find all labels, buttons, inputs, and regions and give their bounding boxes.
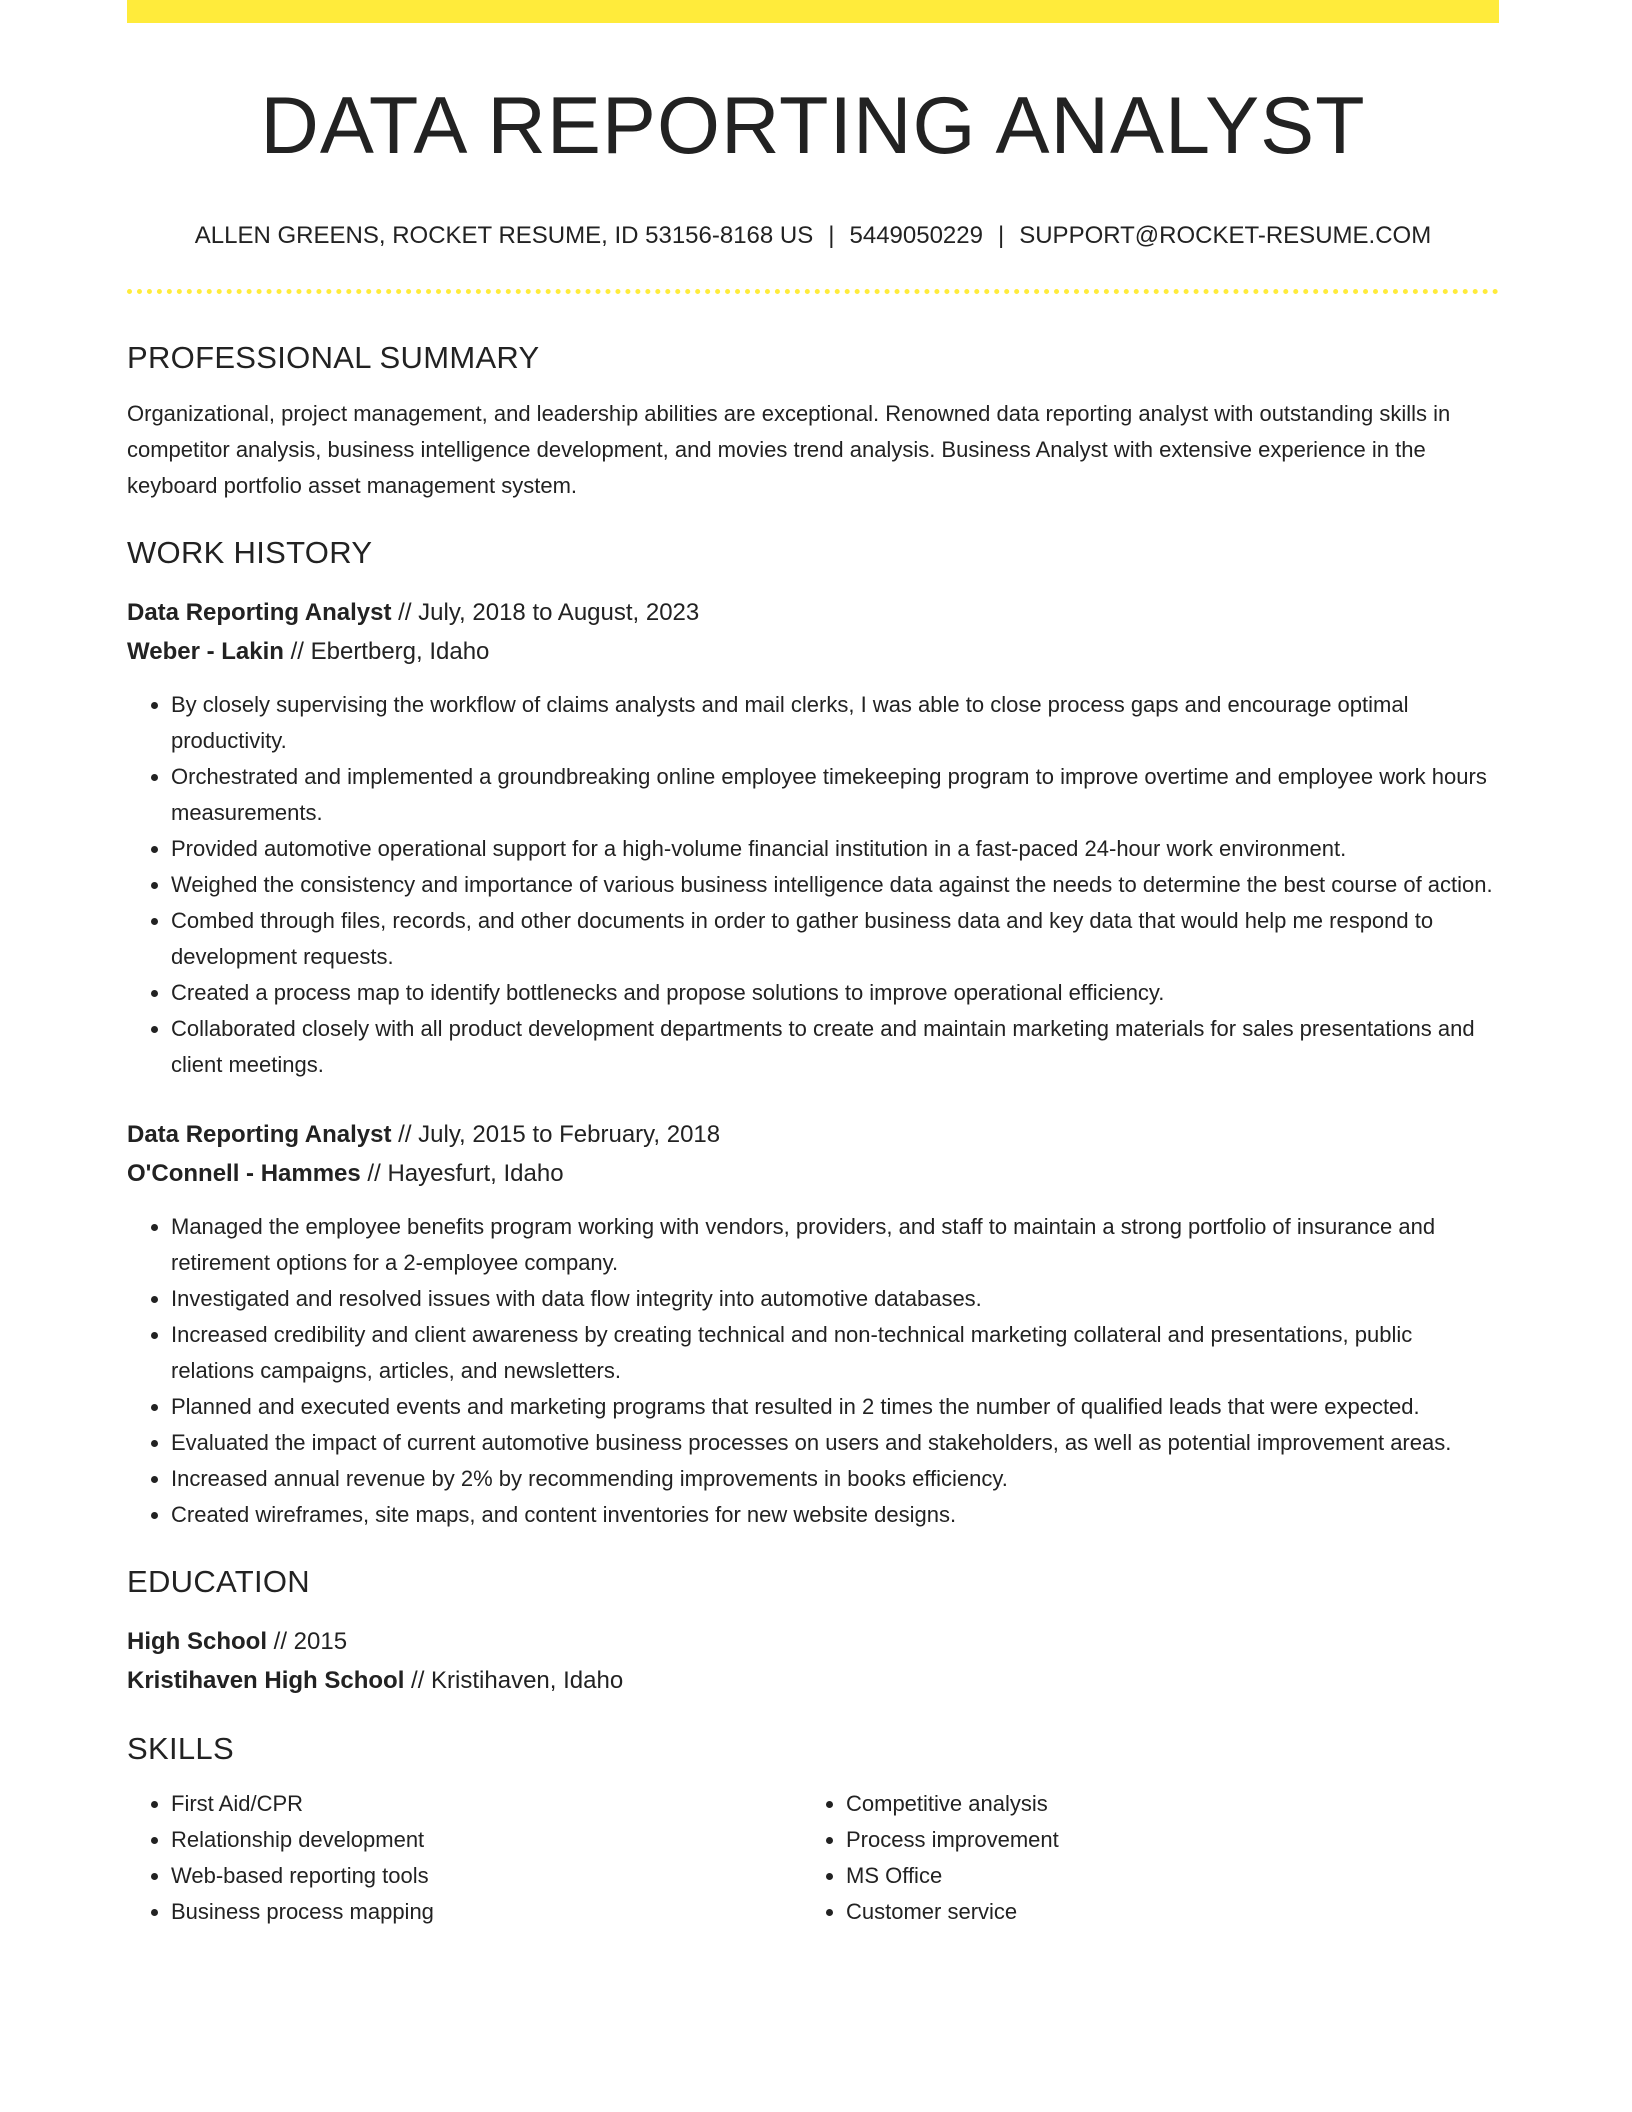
contact-email: SUPPORT@ROCKET-RESUME.COM [1019, 222, 1432, 250]
contact-separator: | [997, 222, 1005, 250]
education-school: Kristihaven High School [127, 1667, 405, 1695]
job-entry [127, 1115, 1499, 1533]
contact-line [127, 222, 1499, 251]
education-degree-line [127, 1622, 1499, 1661]
education-heading: EDUCATION [127, 1564, 310, 1600]
job-company: Weber - Lakin [127, 638, 284, 666]
education-location: // Kristihaven, Idaho [404, 1667, 624, 1695]
list-item: • Created wireframes, site maps, and content inventories for new website designs. [171, 1497, 1499, 1533]
job-company-line [127, 1154, 1499, 1193]
job-position: Data Reporting Analyst [127, 1121, 392, 1149]
job-location: // Ebertberg, Idaho [283, 638, 490, 666]
job-title-line [127, 1115, 1499, 1154]
resume-page [127, 0, 1499, 1930]
education-entry [127, 1622, 1499, 1700]
education-school-line [127, 1661, 1499, 1700]
skills-grid [127, 1786, 1499, 1930]
list-item: • Combed through files, records, and other documents in order to gather business data and key data that would help me respond to development requests. [171, 903, 1499, 975]
job-entry [127, 593, 1499, 1083]
job-position: Data Reporting Analyst [127, 599, 392, 627]
job-bullet-list [127, 687, 1499, 1083]
list-item: • Process improvement [846, 1822, 1499, 1858]
list-item: • Weighed the consistency and importance of various business intelligence data against the needs to determine the best course of action. [171, 867, 1499, 903]
list-item: • Competitive analysis [846, 1786, 1499, 1822]
contact-separator: | [828, 222, 835, 250]
job-dates: // July, 2015 to February, 2018 [391, 1121, 721, 1149]
job-title: DATA REPORTING ANALYST [260, 81, 1366, 171]
list-item: • Planned and executed events and marketing programs that resulted in 2 times the number of qualified leads that were expected. [171, 1389, 1499, 1425]
list-item: • Created a process map to identify bottlenecks and propose solutions to improve operational efficiency. [171, 975, 1499, 1011]
job-company-line [127, 632, 1499, 671]
skills-list-right [802, 1786, 1499, 1930]
contact-phone: 5449050229 [849, 222, 983, 250]
list-item: • MS Office [846, 1858, 1499, 1894]
list-item: • First Aid/CPR [171, 1786, 802, 1822]
dotted-divider [127, 289, 1499, 294]
list-item: • Collaborated closely with all product development departments to create and maintain marketing materials for sales presentations and client meetings. [171, 1011, 1499, 1083]
list-item: • By closely supervising the workflow of claims analysts and mail clerks, I was able to close process gaps and encourage optimal productivity. [171, 687, 1499, 759]
list-item: • Increased credibility and client awareness by creating technical and non-technical marketing collateral and presentations, public relations campaigns, articles, and newsletters. [171, 1317, 1499, 1389]
top-accent-bar [127, 0, 1499, 23]
job-location: // Hayesfurt, Idaho [360, 1160, 564, 1188]
list-item: • Provided automotive operational support for a high-volume financial institution in a fast-paced 24-hour work environment. [171, 831, 1499, 867]
education-degree: High School [127, 1628, 267, 1656]
list-item: • Customer service [846, 1894, 1499, 1930]
contact-address: ALLEN GREENS, ROCKET RESUME, ID 53156-8168 US [194, 222, 814, 250]
list-item: • Managed the employee benefits program working with vendors, providers, and staff to maintain a strong portfolio of insurance and retirement options for a 2-employee company. [171, 1209, 1499, 1281]
list-item: • Investigated and resolved issues with data flow integrity into automotive databases. [171, 1281, 1499, 1317]
job-company: O'Connell - Hammes [127, 1160, 361, 1188]
education-year: // 2015 [267, 1628, 348, 1656]
list-item: • Increased annual revenue by 2% by recommending improvements in books efficiency. [171, 1461, 1499, 1497]
list-item: • Evaluated the impact of current automotive business processes on users and stakeholders, as well as potential improvement areas. [171, 1425, 1499, 1461]
list-item: • Orchestrated and implemented a groundbreaking online employee timekeeping program to improve overtime and employee work hours measurements. [171, 759, 1499, 831]
skills-list-left [127, 1786, 802, 1930]
job-title-line [127, 593, 1499, 632]
skills-heading: SKILLS [127, 1731, 234, 1767]
list-item: • Business process mapping [171, 1894, 802, 1930]
job-dates: // July, 2018 to August, 2023 [391, 599, 700, 627]
job-bullet-list [127, 1209, 1499, 1533]
summary-text: Organizational, project management, and leadership abilities are exceptional. Renowned data reporting analyst with outstanding skills in competitor analysis, business intelligence development, and movies trend analysis. Business Analyst with extensive experience in the keyboard portfolio asset management system. [127, 401, 1451, 499]
summary-heading: PROFESSIONAL SUMMARY [127, 339, 540, 375]
list-item: • Relationship development [171, 1822, 802, 1858]
list-item: • Web-based reporting tools [171, 1858, 802, 1894]
work-history-heading: WORK HISTORY [127, 535, 373, 571]
